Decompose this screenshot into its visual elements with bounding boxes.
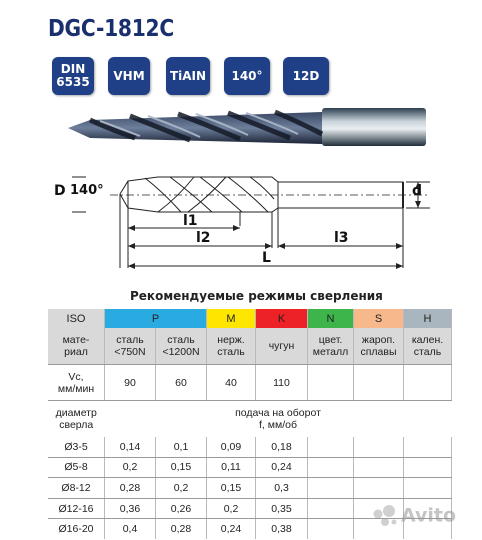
- dim-l2-label: l2: [196, 230, 211, 246]
- dim-d-label: d: [412, 183, 423, 199]
- feed-cell: 0,3: [256, 478, 308, 499]
- vc-label: Vc, мм/мин: [48, 365, 105, 401]
- badge-point-angle: [224, 57, 270, 95]
- feed-cell: [308, 498, 354, 519]
- vc-value: 110: [256, 365, 308, 401]
- feed-cell: 0,36: [105, 498, 156, 519]
- vc-value: [354, 365, 404, 401]
- feed-cell: 0,1: [156, 437, 207, 457]
- iso-group-row: [48, 309, 452, 328]
- feed-cell: 0,28: [105, 478, 156, 499]
- feed-cell: [354, 457, 404, 478]
- vc-value: [308, 365, 354, 401]
- feed-cell: 0,2: [207, 498, 256, 519]
- table-row: [48, 478, 452, 499]
- iso-group-n: N: [308, 309, 354, 328]
- cutting-speed-row: [48, 365, 452, 401]
- diameter-cell: Ø3-5: [48, 437, 105, 457]
- iso-group-k: K: [256, 309, 308, 328]
- iso-group-p: P: [105, 309, 207, 328]
- material-cell: сталь <1200N: [156, 328, 207, 365]
- badge-label: 12D: [292, 68, 320, 83]
- iso-group-h: H: [404, 309, 452, 328]
- product-title: DGC-1812C: [48, 16, 174, 42]
- feed-cell: 0,15: [207, 478, 256, 499]
- material-cell: кален. сталь: [404, 328, 452, 365]
- feed-cell: 0,09: [207, 437, 256, 457]
- material-cell: цвет. металл: [308, 328, 354, 365]
- badge-label: DIN 6535: [56, 62, 90, 89]
- badge-label: TiAIN: [169, 68, 207, 83]
- dim-l1-label: l1: [183, 213, 198, 229]
- feed-cell: 0,26: [156, 498, 207, 519]
- material-cell: жароп. сплавы: [354, 328, 404, 365]
- badge-label: VHM: [113, 68, 145, 83]
- feed-cell: 0,2: [105, 457, 156, 478]
- feed-cell: [308, 437, 354, 457]
- vc-value: 60: [156, 365, 207, 401]
- avito-watermark: [372, 504, 456, 528]
- feed-cell: 0,4: [105, 519, 156, 539]
- dim-l3-label: l3: [334, 230, 349, 246]
- dim-L-label: L: [262, 250, 271, 266]
- feed-cell: 0,15: [156, 457, 207, 478]
- iso-group-s: S: [354, 309, 404, 328]
- badge-length: [283, 57, 329, 95]
- feed-cell: 0,38: [256, 519, 308, 539]
- diameter-cell: Ø16-20: [48, 519, 105, 539]
- table-row: [48, 457, 452, 478]
- feed-cell: 0,18: [256, 437, 308, 457]
- dim-D-label: D: [54, 183, 66, 199]
- feed-cell: 0,28: [156, 519, 207, 539]
- feed-cell: [404, 437, 452, 457]
- badge-vhm: [108, 57, 150, 95]
- feed-cell: 0,2: [156, 478, 207, 499]
- feed-cell: 0,24: [207, 519, 256, 539]
- material-label: мате- риал: [48, 328, 105, 365]
- feed-cell: 0,35: [256, 498, 308, 519]
- feed-label: подача на оборот f, мм/об: [235, 407, 321, 431]
- feed-cell: 0,24: [256, 457, 308, 478]
- feed-header-row: [48, 401, 452, 438]
- material-cell: сталь <750N: [105, 328, 156, 365]
- diameter-cell: Ø5-8: [48, 457, 105, 478]
- feed-cell: [404, 478, 452, 499]
- avito-logo-icon: [372, 504, 398, 528]
- badge-din-6535: [52, 57, 94, 95]
- badge-label: 140°: [231, 68, 263, 83]
- diameter-cell: Ø12-16: [48, 498, 105, 519]
- feed-cell: 0,11: [207, 457, 256, 478]
- material-row: [48, 328, 452, 365]
- badge-coating: [166, 57, 210, 95]
- material-cell: чугун: [256, 328, 308, 365]
- avito-watermark-text: Avito: [401, 504, 457, 527]
- diameter-cell: Ø8-12: [48, 478, 105, 499]
- feed-cell: [308, 478, 354, 499]
- feed-cell: [404, 457, 452, 478]
- feed-cell: [308, 457, 354, 478]
- dim-angle-label: 140°: [70, 183, 104, 198]
- iso-label: ISO: [48, 309, 105, 328]
- vc-value: 40: [207, 365, 256, 401]
- feed-cell: [354, 478, 404, 499]
- feed-cell: [308, 519, 354, 539]
- vc-value: [404, 365, 452, 401]
- table-row: [48, 437, 452, 457]
- iso-group-m: M: [207, 309, 256, 328]
- diameter-label: диаметр сверла: [55, 407, 97, 431]
- vc-value: 90: [105, 365, 156, 401]
- material-cell: нерж. сталь: [207, 328, 256, 365]
- drill-photo: [60, 104, 435, 162]
- feed-cell: 0,14: [105, 437, 156, 457]
- feed-cell: [354, 437, 404, 457]
- technical-drawing: [50, 164, 440, 279]
- section-title: Рекомендуемые режимы сверления: [130, 289, 383, 303]
